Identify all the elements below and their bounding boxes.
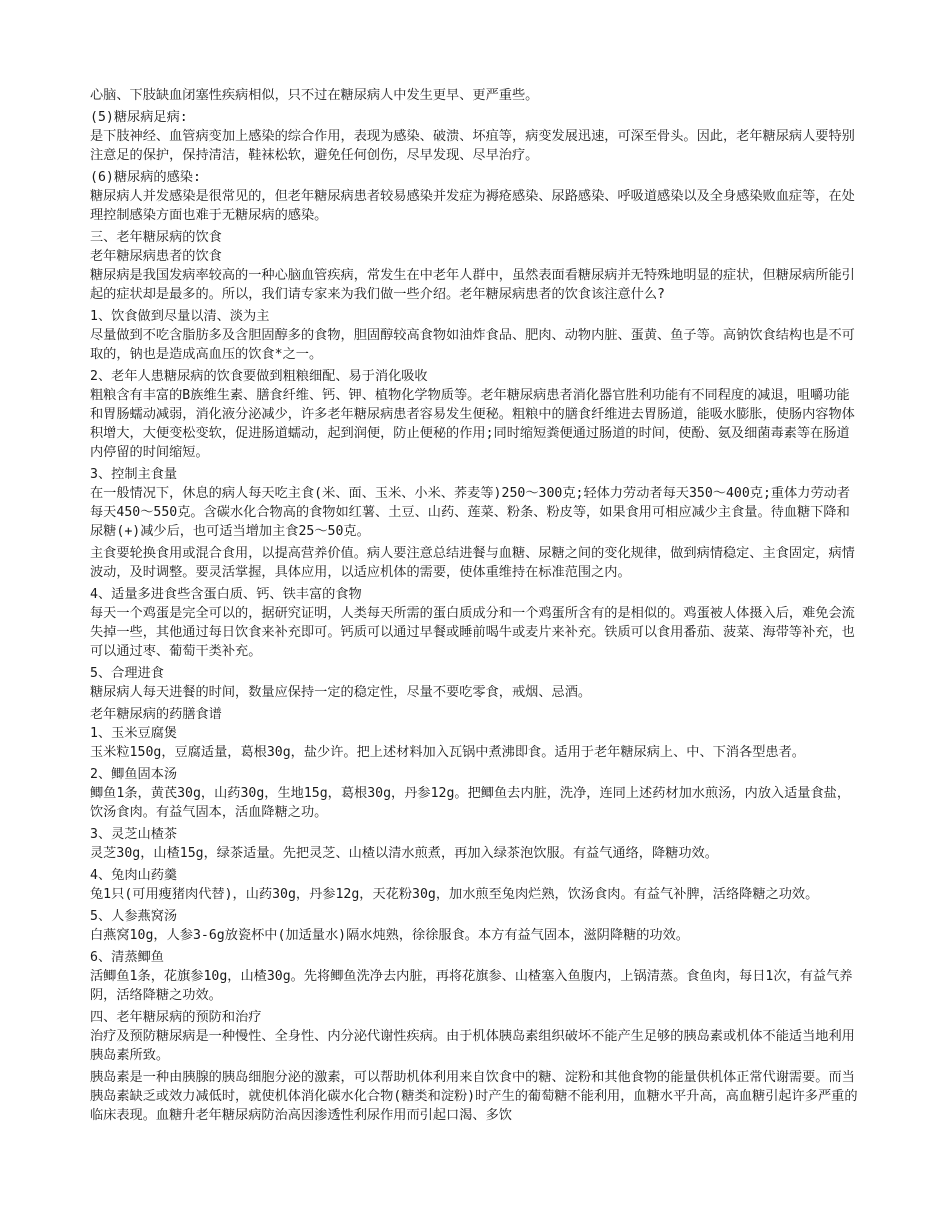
recipe-heading: 2、鲫鱼固本汤 xyxy=(90,767,178,782)
chapter-heading: 三、老年糖尿病的饮食 xyxy=(90,230,222,245)
paragraph: 鲫鱼1条，黄芪30g，山药30g，生地15g，葛根30g，丹参12g。把鲫鱼去内脏，洗净，连同上述药材加水煎汤，内放入适量食盐，饮汤食肉。有益气固本，活血降糖之功。 xyxy=(90,786,851,820)
section-heading: 2、老年人患糖尿病的饮食要做到粗粮细配、易于消化吸收 xyxy=(90,369,428,384)
recipe-heading: 5、人参燕窝汤 xyxy=(90,909,178,924)
section-heading: 5、合理进食 xyxy=(90,666,164,681)
paragraph: 灵芝30g，山楂15g，绿茶适量。先把灵芝、山楂以清水煎煮，再加入绿茶泡饮服。有益气通络，降糖功效。 xyxy=(90,846,718,861)
paragraph: 心脑、下肢缺血闭塞性疾病相似，只不过在糖尿病人中发生更早、更严重些。 xyxy=(90,88,539,103)
section-heading: 1、饮食做到尽量以清、淡为主 xyxy=(90,309,270,324)
paragraph: 治疗及预防糖尿病是一种慢性、全身性、内分泌代谢性疾病。由于机体胰岛素组织破坏不能产生足够的胰岛素或机体不能适当地利用胰岛素所致。 xyxy=(90,1029,855,1063)
section-heading: (6)糖尿病的感染: xyxy=(90,170,201,185)
paragraph: 白燕窝10g，人参3-6g放瓷杯中(加适量水)隔水炖熟，徐徐服食。本方有益气固本，滋阴降糖的功效。 xyxy=(90,928,689,943)
section-heading: 老年糖尿病的药膳食谱 xyxy=(90,707,222,722)
paragraph: 胰岛素是一种由胰腺的胰岛细胞分泌的激素，可以帮助机体利用来自饮食中的糖、淀粉和其他食物的能量供机体正常代谢需要。而当胰岛素缺乏或效力减低时，就使机体消化碳水化合物(糖类和淀粉)时产生的葡萄糖不能利用，血糖水平升高，高血糖引起许多严重的临床表现。血糖升老年糖尿病防治高因渗透性利尿作用而引起口渴、多饮 xyxy=(90,1070,858,1123)
recipe-heading: 3、灵芝山楂茶 xyxy=(90,827,178,842)
paragraph: 主食要轮换食用或混合食用，以提高营养价值。病人要注意总结进餐与血糖、尿糖之间的变化规律，做到病情稳定、主食固定，病情波动，及时调整。要灵活掌握，具体应用，以适应机体的需要，使体重维持在标准范围之内。 xyxy=(90,546,855,580)
section-heading: 老年糖尿病患者的饮食 xyxy=(90,249,222,264)
paragraph: 糖尿病人并发感染是很常见的，但老年糖尿病患者较易感染并发症为褥疮感染、尿路感染、呼吸道感染以及全身感染败血症等，在处理控制感染方面也难于无糖尿病的感染。 xyxy=(90,189,855,223)
paragraph: 活鲫鱼1条，花旗参10g，山楂30g。先将鲫鱼洗净去内脏，再将花旗参、山楂塞入鱼腹内，上锅清蒸。食鱼肉，每日1次，有益气养阴，活络降糖之功效。 xyxy=(90,969,853,1003)
chapter-heading: 四、老年糖尿病的预防和治疗 xyxy=(90,1010,262,1025)
paragraph: 是下肢神经、血管病变加上感染的综合作用，表现为感染、破溃、坏疽等，病变发展迅速，可深至骨头。因此，老年糖尿病人要特别注意足的保护，保持清洁，鞋袜松软，避免任何创伤，尽早发现、尽早治疗。 xyxy=(90,129,855,163)
section-heading: 4、适量多进食些含蛋白质、钙、铁丰富的食物 xyxy=(90,587,362,602)
paragraph: 兔1只(可用瘦猪肉代替)，山药30g，丹参12g，天花粉30g，加水煎至兔肉烂熟，饮汤食肉。有益气补脾，活络降糖之功效。 xyxy=(90,887,819,902)
recipe-heading: 1、玉米豆腐煲 xyxy=(90,726,178,741)
paragraph: 糖尿病是我国发病率较高的一种心脑血管疾病，常发生在中老年人群中，虽然表面看糖尿病并无特殊地明显的症状，但糖尿病所能引起的症状却是最多的。所以，我们请专家来为我们做一些介绍。老年糖尿病患者的饮食该注意什么? xyxy=(90,268,855,302)
section-heading: 3、控制主食量 xyxy=(90,467,178,482)
paragraph: 在一般情况下，休息的病人每天吃主食(米、面、玉米、小米、荞麦等)250～300克;轻体力劳动者每天350～400克;重体力劳动者每天450～550克。含碳水化合物高的食物如红薯、土豆、山药、莲菜、粉条、粉皮等，如果食用可相应减少主食量。待血糖下降和尿糖(+)减少后，也可适当增加主食25～50克。 xyxy=(90,486,851,539)
paragraph: 尽量做到不吃含脂肪多及含胆固醇多的食物，胆固醇较高食物如油炸食品、肥肉、动物内脏、蛋黄、鱼子等。高钠饮食结构也是不可取的，钠也是造成高血压的饮食*之一。 xyxy=(90,328,855,362)
paragraph: 粗粮含有丰富的B族维生素、膳食纤维、钙、钾、植物化学物质等。老年糖尿病患者消化器官胜利功能有不同程度的减退，咀嚼功能和胃肠蠕动减弱，消化液分泌减少，许多老年糖尿病患者容易发生便秘。粗粮中的膳食纤维进去胃肠道，能吸水膨胀，使肠内容物体积增大，大便变松变软，促进肠道蠕动，起到润便，防止便秘的作用;同时缩短粪便通过肠道的时间，使酚、氨及细菌毒素等在肠道内停留的时间缩短。 xyxy=(90,388,855,460)
paragraph: 每天一个鸡蛋是完全可以的，据研究证明，人类每天所需的蛋白质成分和一个鸡蛋所含有的是相似的。鸡蛋被人体摄入后，难免会流失掉一些，其他通过每日饮食来补充即可。钙质可以通过早餐或睡前喝牛或麦片来补充。铁质可以食用番茄、菠菜、海带等补充，也可以通过枣、葡萄干类补充。 xyxy=(90,606,855,659)
recipe-heading: 6、清蒸鲫鱼 xyxy=(90,950,164,965)
section-heading: (5)糖尿病足病: xyxy=(90,110,188,125)
paragraph: 糖尿病人每天进餐的时间，数量应保持一定的稳定性，尽量不要吃零食，戒烟、忌酒。 xyxy=(90,685,592,700)
paragraph: 玉米粒150g，豆腐适量，葛根30g，盐少许。把上述材料加入瓦锅中煮沸即食。适用于老年糖尿病上、中、下消各型患者。 xyxy=(90,745,805,760)
recipe-heading: 4、兔肉山药羹 xyxy=(90,868,178,883)
